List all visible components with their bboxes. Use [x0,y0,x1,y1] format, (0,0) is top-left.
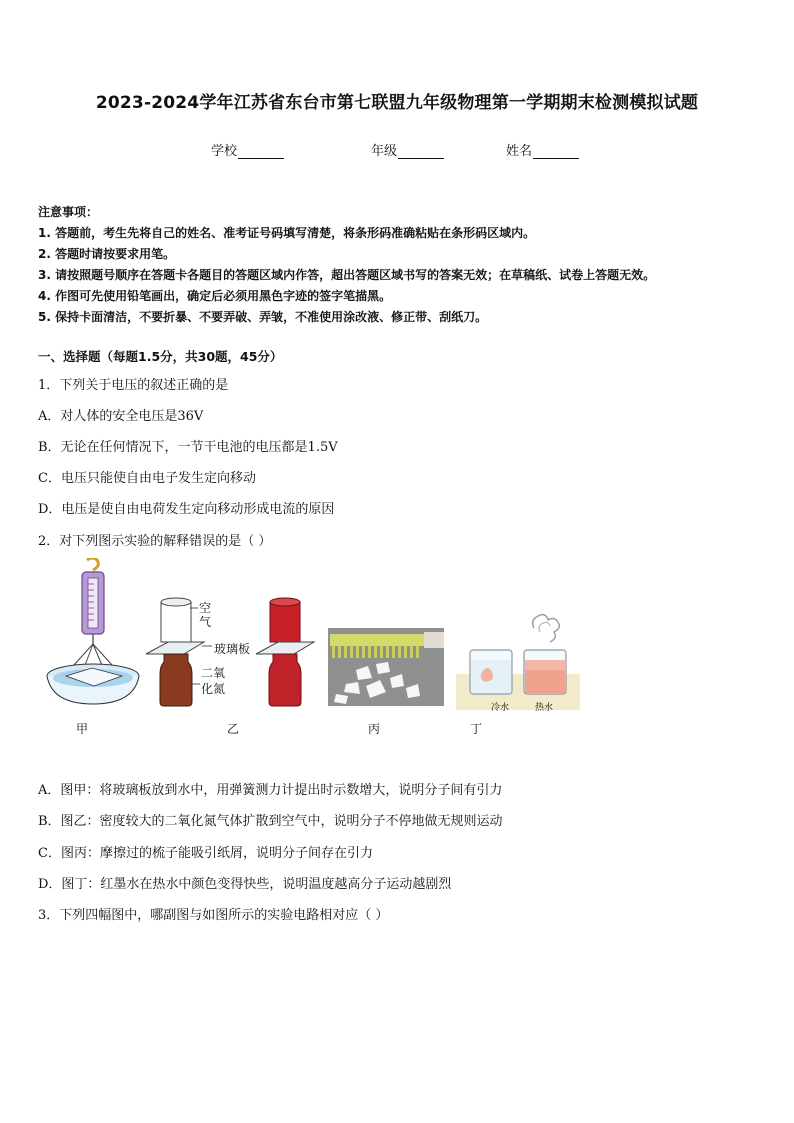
label-glass-plate: 玻璃板 [214,642,251,656]
label-hot-water: 热水 [535,703,554,713]
figure-bing [328,628,444,706]
label-no2: 二氧 化氮 [201,666,226,696]
q2-option-c: C．图丙：摩擦过的梳子能吸引纸屑，说明分子间存在引力 [38,846,373,861]
school-field [211,140,284,159]
q2-option-a: A．图甲：将玻璃板放到水中，用弹簧测力计提出时示数增大，说明分子间有引力 [38,783,503,798]
notes-block [38,202,655,328]
figure-yi-label: 乙 [227,722,240,736]
grade-label: 年级 [371,144,398,159]
q1-option-d: D．电压是使自由电荷发生定向移动形成电流的原因 [38,502,335,517]
name-field [506,140,579,159]
note-item: 2. 答题时请按要求用笔。 [38,247,176,261]
note-item: 5. 保持卡面清洁，不要折暴、不要弄破、弄皱，不准使用涂改液、修正带、刮纸刀。 [38,310,488,324]
note-item: 4. 作图可先使用铅笔画出，确定后必须用黑色字迹的签字笔描黑。 [38,289,392,303]
q3-stem: 3．下列四幅图中，哪副图与如图所示的实验电路相对应（ ） [38,908,389,923]
name-blank [533,144,579,159]
section-heading: 一、选择题（每题1.5分，共30题，45分） [38,349,283,364]
q1-option-b: B．无论在任何情况下，一节干电池的电压都是1.5V [38,440,338,455]
page-title: 2023-2024学年江苏省东台市第七联盟九年级物理第一学期期末检测模拟试题 [95,93,699,113]
q1-stem: 1．下列关于电压的叙述正确的是 [38,378,229,393]
q2-figure [38,558,598,743]
name-label: 姓名 [506,144,533,159]
figure-ding-label: 丁 [470,722,483,736]
figure-jia-label: 甲 [76,722,89,736]
school-label: 学校 [211,144,238,159]
note-item: 1. 答题前，考生先将自己的姓名、准考证号码填写清楚，将条形码准确粘贴在条形码区域内。 [38,226,536,240]
grade-field [371,140,444,159]
figure-ding [456,610,580,710]
note-item: 3. 请按照题号顺序在答题卡各题目的答题区域内作答，超出答题区域书写的答案无效；在草稿纸、试卷上答题无效。 [38,268,656,282]
label-cold-water: 冷水 [491,703,510,713]
label-air: 空 气 [199,601,212,629]
q1-option-c: C．电压只能使自由电子发生定向移动 [38,471,256,486]
school-blank [238,144,284,159]
q2-stem: 2．对下列图示实验的解释错误的是（ ） [38,534,272,549]
grade-blank [398,144,444,159]
q2-option-d: D．图丁：红墨水在热水中颜色变得快些，说明温度越高分子运动越剧烈 [38,877,452,892]
notes-heading: 注意事项： [38,205,99,219]
figure-bing-label: 丙 [368,722,381,736]
figure-jia [44,558,146,708]
q2-option-b: B．图乙：密度较大的二氧化氮气体扩散到空气中，说明分子不停地做无规则运动 [38,814,503,829]
q1-option-a: A．对人体的安全电压是36V [38,409,204,424]
